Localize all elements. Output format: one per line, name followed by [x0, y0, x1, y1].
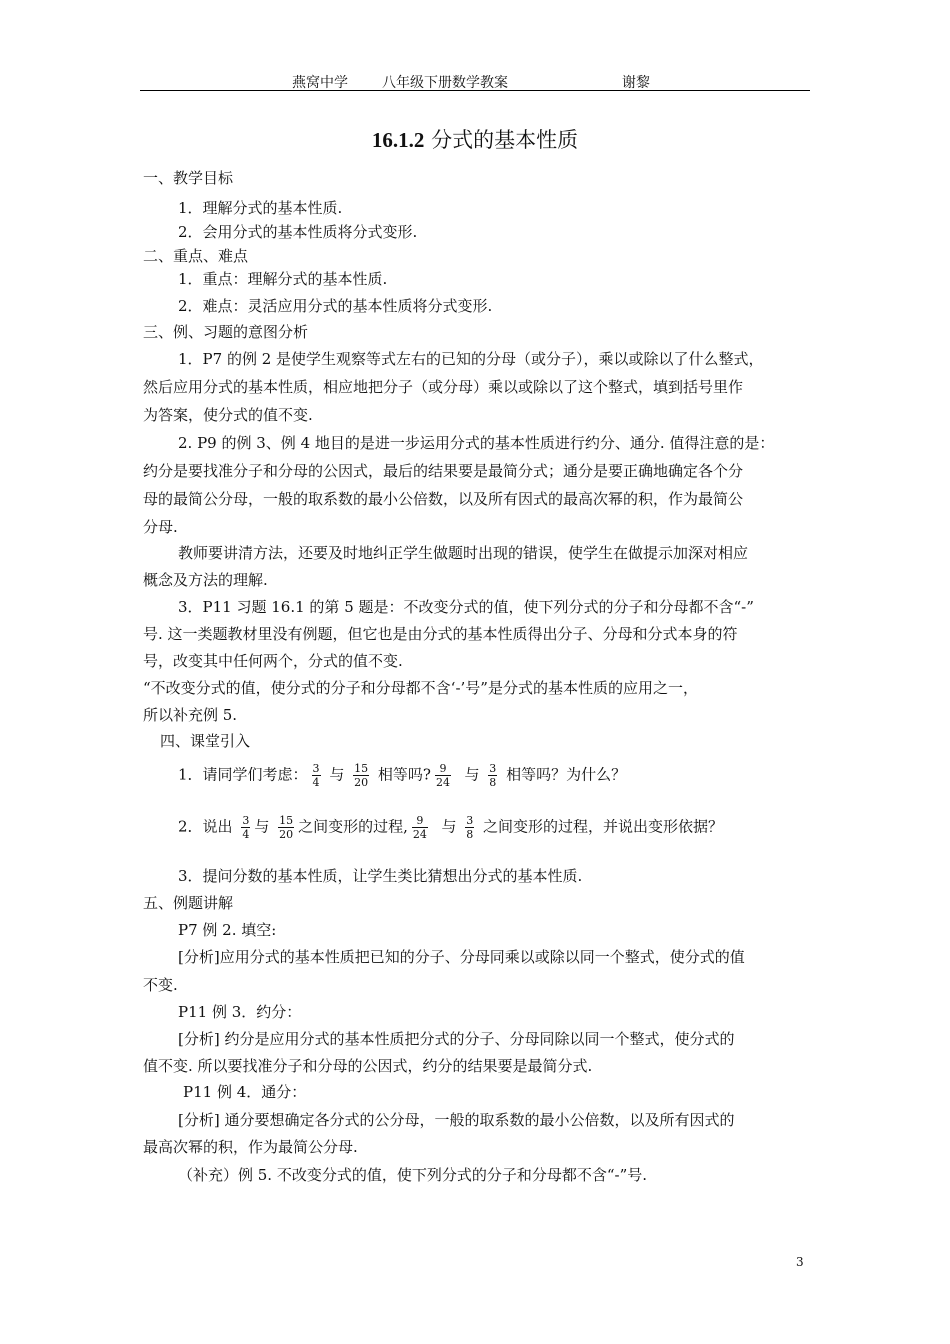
title-text: 分式的基本性质	[431, 128, 579, 152]
question-text: 2．说出	[178, 817, 233, 836]
question-text: 1．请同学们考虑：	[178, 765, 308, 784]
paragraph-line: 2．会用分式的基本性质将分式变形.	[178, 223, 418, 241]
section-heading: 二、重点、难点	[143, 247, 249, 265]
title-number: 16.1.2	[371, 128, 425, 152]
paragraph-line: 概念及方法的理解.	[143, 571, 268, 589]
header-course: 八年级下册数学教案	[382, 75, 508, 91]
page-number: 3	[796, 1255, 804, 1269]
paragraph-line: 号. 这一类题教材里没有例题，但它也是由分式的基本性质得出分子、分母和分式本身的符	[143, 625, 738, 643]
paragraph-line: 分母.	[143, 518, 178, 536]
fraction: $\frac{3}{8}$	[489, 762, 497, 789]
fraction: $\frac{15}{20}$	[279, 814, 294, 841]
question-text: 相等吗?	[377, 765, 431, 784]
section-heading: 三、例、习题的意图分析	[143, 323, 309, 341]
paragraph-line: [分析] 通分要想确定各分式的公分母，一般的取系数的最小公倍数，以及所有因式的	[178, 1111, 735, 1129]
paragraph-line: 2．难点：灵活应用分式的基本性质将分式变形.	[178, 297, 493, 315]
paragraph-line: （补充）例 5. 不改变分式的值，使下列分式的分子和分母都不含“-”号.	[178, 1166, 648, 1184]
example-heading: P7 例 2. 填空:	[178, 921, 277, 939]
example-heading: P11 例 4．通分：	[183, 1083, 307, 1101]
example-heading: P11 例 3．约分：	[178, 1003, 302, 1021]
paragraph-line: 为答案，使分式的值不变.	[143, 406, 313, 424]
fraction: $\frac{9}{24}$	[412, 814, 427, 841]
question-text: 相等吗？为什么？	[506, 765, 627, 784]
page-header	[140, 72, 810, 91]
paragraph-line: 最高次幂的积，作为最简公分母.	[143, 1138, 358, 1156]
question-1	[178, 762, 626, 789]
paragraph-line: 号，改变其中任何两个，分式的值不变.	[143, 652, 403, 670]
question-text: 与	[254, 817, 270, 836]
question-text: 与	[441, 817, 457, 836]
paragraph-line: 母的最简公分母，一般的取系数的最小公倍数，以及所有因式的最高次幂的积，作为最简公	[143, 490, 744, 508]
paragraph-line: [分析] 约分是应用分式的基本性质把分式的分子、分母同除以同一个整式，使分式的	[178, 1030, 735, 1048]
fraction: $\frac{3}{4}$	[242, 814, 250, 841]
fraction: $\frac{3}{8}$	[466, 814, 474, 841]
section-heading: 一、教学目标	[143, 169, 234, 187]
section-heading: 四、课堂引入	[160, 732, 251, 750]
paragraph-line: 然后应用分式的基本性质，相应地把分子（或分母）乘以或除以了这个整式，填到括号里作	[143, 378, 744, 396]
question-text: 之间变形的过程，并说出变形依据？	[483, 817, 724, 836]
paragraph-line: “不改变分式的值，使分式的分子和分母都不含‘-’号”是分式的基本性质的应用之一，	[143, 679, 698, 697]
paragraph-line: 3．提问分数的基本性质，让学生类比猜想出分式的基本性质.	[178, 867, 583, 885]
page-title	[0, 124, 950, 154]
paragraph-line: 不变.	[143, 976, 178, 994]
paragraph-line: 1．重点：理解分式的基本性质.	[178, 270, 388, 288]
paragraph-line: 值不变. 所以要找准分子和分母的公因式，约分的结果要是最简分式.	[143, 1057, 593, 1075]
paragraph-line: 所以补充例 5.	[143, 706, 238, 724]
question-text: 与	[329, 765, 345, 784]
header-school: 燕窝中学	[292, 75, 348, 91]
question-text: 与	[464, 765, 480, 784]
paragraph-line: 2. P9 的例 3、例 4 地目的是进一步运用分式的基本性质进行约分、通分. 值得注意的是：	[178, 434, 775, 452]
question-2	[178, 814, 723, 841]
question-text: 之间变形的过程,	[298, 817, 408, 836]
section-heading: 五、例题讲解	[143, 894, 234, 912]
fraction: $\frac{15}{20}$	[354, 762, 369, 789]
paragraph-line: 1．P7 的例 2 是使学生观察等式左右的已知的分母（或分子），乘以或除以了什么整式，	[178, 350, 764, 368]
header-author: 谢黎	[622, 75, 650, 91]
paragraph-line: 约分是要找准分子和分母的公因式，最后的结果要是最简分式；通分是要正确地确定各个分	[143, 462, 744, 480]
paragraph-line: 3．P11 习题 16.1 的第 5 题是：不改变分式的值，使下列分式的分子和分母都不含“-”	[178, 598, 754, 616]
paragraph-line: 1．理解分式的基本性质.	[178, 199, 343, 217]
fraction: $\frac{9}{24}$	[435, 762, 450, 789]
paragraph-line: [分析]应用分式的基本性质把已知的分子、分母同乘以或除以同一个整式，使分式的值	[178, 948, 745, 966]
paragraph-line: 教师要讲清方法，还要及时地纠正学生做题时出现的错误，使学生在做提示加深对相应	[178, 544, 749, 562]
fraction: $\frac{3}{4}$	[312, 762, 320, 789]
